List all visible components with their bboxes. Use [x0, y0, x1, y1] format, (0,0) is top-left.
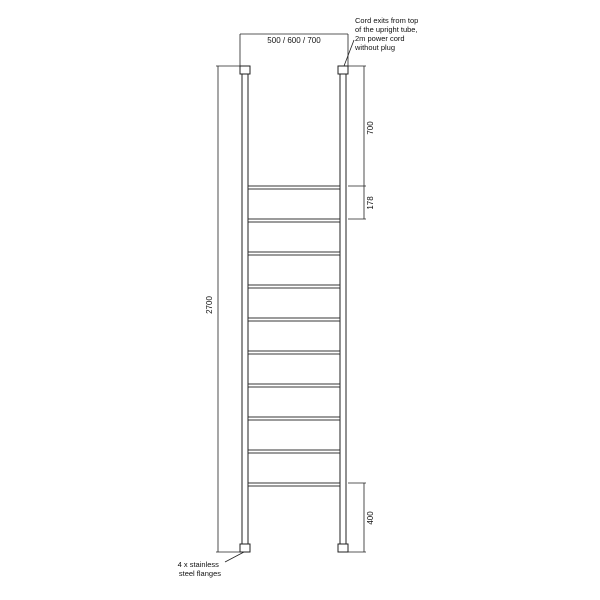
- right-upright: [338, 66, 348, 552]
- flange-note-line-1: 4 x stainless: [177, 560, 219, 569]
- cord-note-line-4: without plug: [355, 43, 396, 52]
- ladder-rail: [248, 318, 340, 321]
- ladder-rail: [248, 417, 340, 420]
- ladder-rails: [248, 186, 340, 486]
- flange-leader-line: [225, 552, 244, 562]
- top-gap-label: 700: [366, 121, 375, 135]
- flange-note: [178, 560, 222, 578]
- cord-note: [354, 16, 420, 52]
- cord-note-line-3: 2m power cord: [355, 34, 405, 43]
- cord-note-line-1: Cord exits from top: [355, 16, 419, 25]
- right-dimensions: [348, 66, 366, 552]
- width-label: 500 / 600 / 700: [267, 36, 321, 45]
- left-upright: [240, 66, 250, 552]
- ladder-rail: [248, 450, 340, 453]
- ladder-rail: [248, 351, 340, 354]
- bottom-gap-label: 400: [366, 511, 375, 525]
- ladder-rail: [248, 483, 340, 486]
- ladder-rail: [248, 384, 340, 387]
- ladder-rail: [248, 186, 340, 189]
- ladder-rail: [248, 219, 340, 222]
- total-height-label: 2700: [205, 296, 214, 314]
- cord-leader-line: [344, 40, 354, 66]
- flange-note-line-2: steel flanges: [178, 569, 221, 578]
- ladder-rail: [248, 285, 340, 288]
- ladder-rail: [248, 252, 340, 255]
- rail-pitch-label: 178: [366, 196, 375, 210]
- cord-note-line-2: of the upright tube,: [355, 25, 418, 34]
- total-height-dimension: [216, 66, 240, 552]
